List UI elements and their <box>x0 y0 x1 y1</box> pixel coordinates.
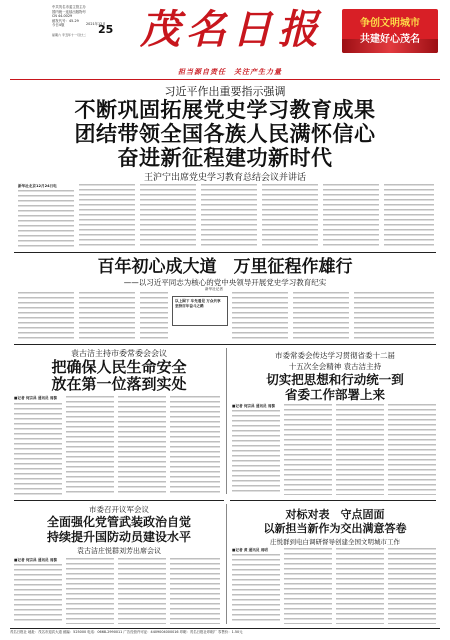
footer-info: 茂名日报社 地址：茂名市迎宾大道 邮编：525000 电话：0668-2990011 广告经营许可证：4409004000016 印刷：茂名日报社印刷厂 零售价：1.50元 <box>10 630 243 634</box>
story-bottom-right-col-4 <box>388 548 436 624</box>
story-bottom-right-headline-2: 以新担当新作为交出满意答卷 <box>263 522 407 535</box>
postal-code: 邮发代号：45-29 <box>52 18 79 23</box>
masthead-logo <box>138 8 326 52</box>
story-left-headline-2: 放在第一位落到实处 <box>51 375 187 393</box>
story-bottom-left-headline-2: 持续提升国防动员建设水平 <box>46 530 191 544</box>
story-bottom-left-headline-1: 全面强化党管武装政治自觉 <box>46 515 191 529</box>
masthead-slogan: 担当源自责任 关注产生力量 <box>178 67 282 76</box>
edition-count: 今日4版 <box>52 23 65 28</box>
feature-note: 以上图下 车先看见 万众共享 坚持百年奋斗之路 <box>175 299 221 308</box>
story-bottom-right-col-3 <box>336 548 384 624</box>
story-right-col-1 <box>232 410 280 495</box>
feature-col-5 <box>293 292 349 340</box>
lead-headline-2: 团结带领全国各族人民满怀信心 <box>74 121 376 146</box>
issn-label: 国内统一连续出版物号 <box>52 9 86 14</box>
story-bottom-left-byline: ■记者 何宗昌 通讯员 周黎 <box>14 558 58 562</box>
feature-col-6 <box>354 292 434 340</box>
story-bottom-left-kicker: 市委召开议军会议 <box>89 505 149 514</box>
story-left-col-1 <box>14 403 62 495</box>
feature-bottom-rule <box>14 344 436 345</box>
story-left-col-3 <box>118 396 166 495</box>
story-bottom-right-headline-1: 对标对表 守点固面 <box>285 508 385 521</box>
lead-kicker: 习近平作出重要指示强调 <box>164 85 286 98</box>
feature-subhead: ——以习近平同志为核心的党中央领导开展党史学习教育纪实 <box>123 278 327 287</box>
story-right-col-2 <box>284 404 332 495</box>
story-bottom-right-col-1 <box>232 554 280 624</box>
story-left-col-2 <box>66 396 114 495</box>
lead-body-col-1 <box>18 190 74 248</box>
middle-rule-right <box>230 500 436 501</box>
lead-subhead: 王沪宁出席党史学习教育总结会议并讲话 <box>143 173 306 183</box>
story-bottom-left-col-4 <box>170 558 220 624</box>
lead-headline-1: 不断巩固拓展党史学习教育成果 <box>74 97 376 122</box>
lead-bottom-rule <box>14 252 436 253</box>
story-right-col-4 <box>388 404 436 495</box>
footer-rule <box>10 628 440 629</box>
bottom-column-rule <box>226 504 227 624</box>
center-column-rule <box>226 348 227 494</box>
feature-col-2 <box>79 292 135 340</box>
story-left-kicker: 袁古洁主持市委常委会会议 <box>71 349 167 358</box>
story-bottom-left-col-2 <box>66 558 114 624</box>
issue-date: 2021年12月 <box>86 22 106 26</box>
feature-col-3 <box>140 292 168 340</box>
story-bottom-right-subhead: 庄悦群到电白调研督导创建全国文明城市工作 <box>270 538 400 546</box>
lead-body-col-7 <box>384 184 434 248</box>
story-right-headline-2: 省委工作部署上来 <box>284 387 385 402</box>
story-left-col-4 <box>170 396 220 495</box>
story-right-kicker: 市委常委会传达学习贯彻省委十二届 <box>275 351 395 360</box>
lead-body-col-3 <box>140 184 196 248</box>
lead-body-col-2 <box>79 184 135 248</box>
feature-source: 新华社记者 <box>205 287 223 291</box>
story-left-byline: ■记者 何宗昌 通讯员 周黎 <box>14 396 58 400</box>
story-right-headline-1: 切实把思想和行动统一到 <box>266 372 404 387</box>
lead-body-col-4 <box>201 184 257 248</box>
lead-dateline: 新华社北京12月24日电 <box>18 184 57 188</box>
story-right-kicker-2: 十五次全会精神 袁古洁主持 <box>288 362 382 371</box>
feature-col-1 <box>18 292 74 340</box>
publisher-line: 中共茂名市委主管主办 <box>52 5 86 9</box>
issue-day: 25 <box>98 23 114 36</box>
feature-col-4 <box>232 292 288 340</box>
middle-rule-left <box>14 500 224 501</box>
lead-headline-3: 奋进新征程建功新时代 <box>117 145 333 170</box>
story-bottom-right-byline: ■记者 黄 通讯员 周明 <box>232 548 268 552</box>
story-bottom-left-col-3 <box>118 558 166 624</box>
cn-number: CN 44-0029 <box>52 14 73 19</box>
lunar-date: 星期六 辛丑年十一月廿二 <box>52 33 86 37</box>
masthead-rule <box>10 79 440 80</box>
feature-headline: 百年初心成大道 万里征程作雄行 <box>97 257 353 277</box>
banner-line-2: 共建好心茂名 <box>360 34 420 45</box>
story-bottom-left-col-1 <box>14 564 62 624</box>
story-bottom-left-subhead: 袁古洁庄悦群刘芳出席会议 <box>77 547 161 555</box>
lead-body-col-6 <box>323 184 379 248</box>
feature-callout <box>172 296 228 326</box>
story-bottom-right-col-2 <box>284 548 332 624</box>
story-right-col-3 <box>336 404 384 495</box>
story-right-byline: ■记者 何宗昌 通讯员 周黎 <box>232 404 276 408</box>
newspaper-title: 茂名日报 <box>140 6 324 53</box>
lead-body-col-5 <box>262 184 318 248</box>
banner-line-1: 争创文明城市 <box>360 18 420 29</box>
story-left-headline-1: 把确保人民生命安全 <box>51 358 187 376</box>
civilized-city-banner <box>342 9 438 53</box>
